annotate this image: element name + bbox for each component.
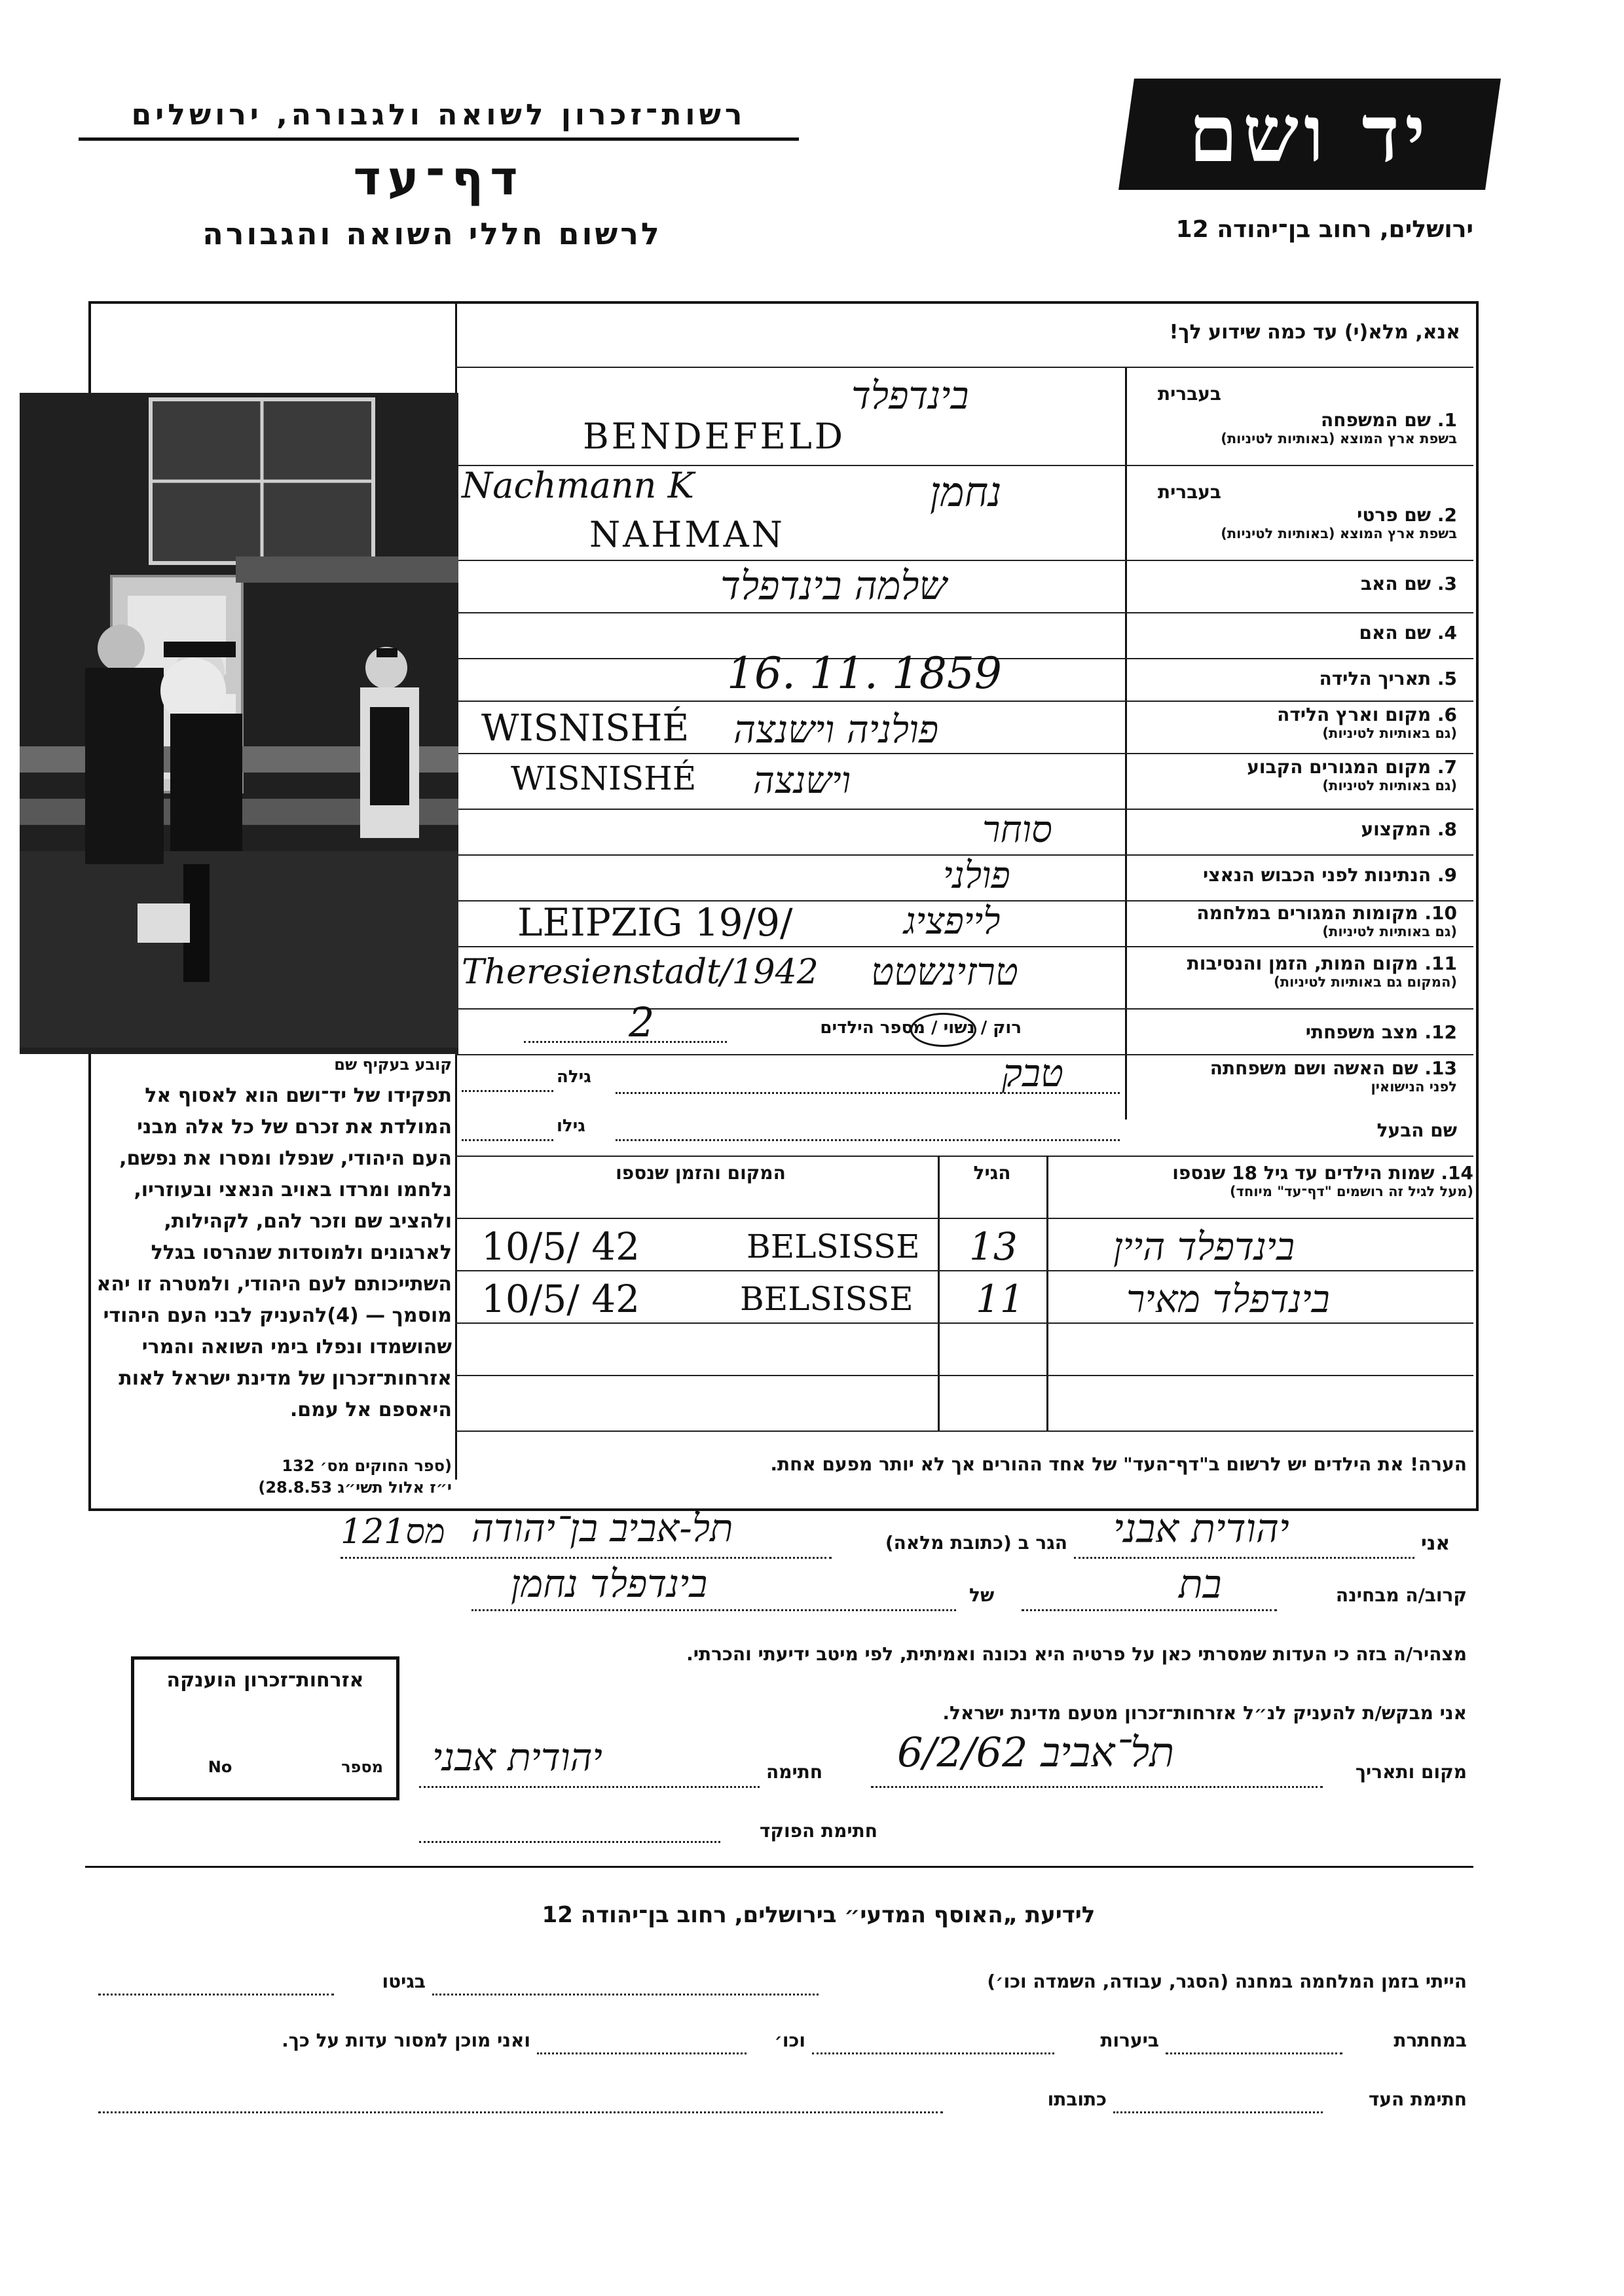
field-text: המקצוע (1361, 818, 1431, 840)
row-line (455, 1008, 1473, 1010)
witness-resides-label: הגר ב (כתובת מלאה) (885, 1532, 1067, 1554)
field-text: שם האם (1359, 622, 1431, 644)
field-label-surname (1221, 409, 1457, 446)
field-num: 2. (1437, 504, 1457, 526)
field-num: 11. (1424, 953, 1457, 974)
row-line (455, 809, 1473, 810)
child-2-age[interactable]: 11 (976, 1277, 1024, 1321)
answer-birthdate[interactable]: 16. 11. 1859 (727, 648, 1002, 699)
field-label-profession (1361, 818, 1457, 840)
yad-vashem-logo (1118, 79, 1501, 190)
field-label-residence (1247, 756, 1457, 793)
marital-options: רוק / נשוי / מספר הילדים (820, 1018, 1022, 1038)
child-1-place[interactable]: BELSISSE (747, 1228, 920, 1266)
field-label-wartime (1196, 902, 1457, 939)
children-col-divider (1046, 1156, 1048, 1430)
field-sub: בשפת ארץ המוצא (באותיות לטיניות) (1221, 431, 1457, 446)
field-num: 7. (1437, 756, 1457, 778)
answer-birthplace-hebrew[interactable]: פולניה וישנצה (733, 707, 939, 752)
stamp-box-number (147, 1758, 383, 1776)
children-row-line (455, 1270, 1473, 1271)
of-name[interactable]: בינדפלד נחמן (511, 1561, 708, 1606)
child-1-age[interactable]: 13 (969, 1224, 1018, 1269)
relation-label: קרוב/ה מבחינה (1335, 1584, 1467, 1606)
children-label-text: 14. שמות הילדים עד גיל 18 שנספו (1172, 1162, 1473, 1184)
field-text: שם האשה ושם משפחתה (1209, 1057, 1418, 1079)
footer-witness-signature-line (1113, 2111, 1323, 2113)
footer-address-line (98, 2111, 943, 2113)
footer-top-rule (85, 1866, 1473, 1868)
stamp-number-label: מספר (341, 1758, 383, 1776)
row-line (455, 612, 1473, 613)
field-label-wife (1210, 1057, 1457, 1095)
answer-residence-latin[interactable]: WISNISHÉ (511, 759, 697, 797)
footer-etc-label: וכו׳ (774, 2030, 805, 2051)
footer-ghetto-label: בגיטו (382, 1971, 426, 1992)
signature-label: חתימה (766, 1761, 823, 1783)
field-text: הנתינות לפני הכבוש הנאצי (1203, 864, 1431, 886)
row-line (455, 701, 1473, 702)
husband-line (616, 1139, 1120, 1141)
hebrew-side-label: בעברית (1157, 481, 1221, 503)
child-2-date[interactable]: 10/5/ 42 (481, 1277, 640, 1321)
hebrew-side-label: בעברית (1157, 383, 1221, 405)
field-text: תאריך הלידה (1319, 668, 1431, 689)
header-address: ירושלים, רחוב בן־יהודה 12 (1175, 216, 1473, 243)
form-title: דף־עד (353, 151, 525, 206)
answer-firstname-hebrew[interactable]: נחמן (930, 468, 1002, 516)
answer-profession[interactable]: סוחר (982, 809, 1052, 851)
field-sub: (גם באותיות לטיניות) (1322, 924, 1457, 939)
field-text: שם פרטי (1357, 504, 1431, 526)
field-num: 3. (1437, 573, 1457, 594)
field-sub: (גם באותיות לטיניות) (1322, 778, 1457, 793)
child-1-date[interactable]: 10/5/ 42 (481, 1224, 640, 1269)
signature-line (419, 1786, 760, 1788)
place-date-value[interactable]: תל־אביב 6/2/62 (897, 1728, 1175, 1776)
children-count-line (524, 1041, 727, 1043)
official-signature-label: חתימת הפוקד (759, 1820, 877, 1842)
witness-i-label: אני (1421, 1532, 1450, 1555)
field-text: שם האב (1360, 573, 1431, 594)
row-line (455, 367, 1473, 368)
footer-title: לידיעת „האוסף המדעי״ בירושלים, רחוב בן־יהודה 12 (542, 1902, 1096, 1928)
field-text: מקום וארץ הלידה (1277, 704, 1431, 725)
field-num: 4. (1437, 622, 1457, 644)
field-sub: לפני הנישואין (1371, 1079, 1457, 1095)
field-num: 13. (1424, 1057, 1457, 1079)
row-line (455, 1156, 1473, 1157)
label-column-divider (1125, 367, 1127, 1120)
age-line-2 (462, 1139, 553, 1141)
answer-wartime-hebrew[interactable]: לייפציג (904, 900, 1001, 943)
field-num: 8. (1437, 818, 1457, 840)
field-num: 12. (1424, 1021, 1457, 1043)
children-row-line (455, 1375, 1473, 1376)
footer-line2-end: ואני מוכן למסור עדות על כך. (282, 2030, 530, 2051)
footer-line1: הייתי בזמן המלחמה במחנה (הסגר, עבודה, השמדה וכו׳) (987, 1971, 1467, 1992)
wife-line (616, 1092, 1120, 1094)
field-label-birthplace (1277, 704, 1457, 741)
footer-camp-line (432, 1994, 819, 1995)
answer-citizenship[interactable]: פולני (943, 854, 1010, 897)
answer-surname-hebrew[interactable]: בינדפלד (851, 373, 969, 418)
field-label-father (1361, 573, 1457, 594)
org-line: רשות־זכרון לשואה ולגבורה, ירושלים (131, 98, 747, 132)
row-line (455, 560, 1473, 561)
law-reference: (ספר החוקים מס׳ 132 (282, 1457, 452, 1475)
stamp-box-title: אזרחות־זכרון הוענקה (166, 1669, 364, 1692)
header-rule (79, 137, 799, 141)
footer-etc-line (537, 2052, 747, 2054)
age-line (462, 1090, 553, 1092)
footer-forests-label: ביערות (1100, 2030, 1159, 2051)
children-note: הערה! את הילדים יש לרשום ב"דף־העד" של אחד ההורים אך לא יותר מפעם אחת. (770, 1453, 1467, 1475)
age-label-2: גילו (557, 1116, 585, 1136)
witness-name[interactable]: יהודית אבני (1113, 1506, 1289, 1552)
photo-drawing (20, 393, 458, 1054)
place-date-label: מקום ותאריך (1355, 1761, 1467, 1783)
age-label: גילה (557, 1067, 591, 1087)
footer-address-label: כתובתו (1047, 2088, 1107, 2110)
child-2-name[interactable]: בינדפלד מאיר (1126, 1277, 1330, 1321)
law-date: י״ז אלול תשי״ג 28.8.53) (258, 1478, 452, 1497)
child-1-name[interactable]: בינדפלד היין (1113, 1224, 1295, 1269)
row-line (455, 946, 1473, 947)
relation-value[interactable]: בת (1179, 1561, 1222, 1607)
field-label-citizenship (1203, 864, 1457, 886)
field-num: 5. (1437, 668, 1457, 689)
children-row-line (455, 1430, 1473, 1432)
children-row-line (455, 1218, 1473, 1219)
relation-line (1022, 1609, 1277, 1611)
form-subtitle: לרשום חללי השואה והגבורה (202, 216, 662, 251)
witness-address[interactable]: תל-אביב בן־יהודה (471, 1506, 733, 1550)
field-num: 1. (1437, 409, 1457, 431)
row-line (455, 1054, 1473, 1055)
field-label-firstname (1221, 504, 1457, 541)
field-label-death (1187, 953, 1457, 990)
col-age-header: הגיל (973, 1162, 1011, 1184)
field-num: 6. (1437, 704, 1457, 725)
field-label-birthdate (1319, 668, 1457, 689)
children-col-divider (938, 1156, 940, 1430)
footer-forests-line (812, 2052, 1054, 2054)
field-text: מקומות המגורים במלחמה (1196, 902, 1418, 924)
answer-wartime-latin[interactable]: LEIPZIG 19/9/ (517, 900, 793, 945)
of-label: של (969, 1584, 995, 1606)
answer-death-hebrew[interactable]: טרזינשטט (871, 949, 1018, 994)
field-label-mother (1359, 622, 1457, 644)
witness-address-number[interactable]: 121מס (341, 1512, 445, 1552)
field-label-husband: שם הבעל (1376, 1120, 1457, 1141)
field-sub: בשפת ארץ המוצא (באותיות לטיניות) (1221, 526, 1457, 541)
witness-address-line (341, 1557, 832, 1559)
children-row-line (455, 1322, 1473, 1324)
footer-ghetto-line (98, 1994, 334, 1995)
citizenship-stamp-box (131, 1656, 399, 1800)
field-num: 9. (1437, 864, 1457, 886)
field-num: 10. (1424, 902, 1457, 924)
field-text: מקום המגורים הקבוע (1247, 756, 1431, 778)
answer-firstname-latin[interactable]: NAHMAN (589, 514, 785, 555)
photo-caption: קובע בעקיף שם (334, 1055, 452, 1074)
official-sig-line (419, 1841, 720, 1843)
answer-birthplace-latin[interactable]: WISNISHÉ (481, 707, 690, 750)
left-panel-text: תפקידו של יד־ושם הוא לאסוף אל המולדת את זכרם של כל אלה מבני העם היהודי, שנפלו ומסרו את נפשם, נלחמו ומרדו באויב הנאצי ובעוזריו, ולהציב שם וזכר להם, לקהילות, לארגונים ולמוסדות שנהרסו בגלל השתייכותם לעם היהודי, ולמטרה זו יהא מוסמך — (4)להעניק לבני העם היהודי שהושמדו ונפלו בימי השואה והמרי אזרחות־זכרון של מדינת ישראל לאות היאספם אל עמם. (96, 1084, 452, 1421)
answer-death-latin[interactable]: Theresienstadt/1942 (462, 953, 819, 992)
intro-text: אנא, מלא(י) עד כמה שידוע לך! (1169, 321, 1460, 344)
col-place-header: המקום והזמן שנספו (616, 1162, 786, 1184)
children-section-label (1054, 1162, 1473, 1199)
answer-children-count[interactable]: 2 (629, 998, 655, 1046)
row-line (455, 753, 1473, 754)
signature-value[interactable]: יהודית אבני (432, 1735, 602, 1779)
answer-father[interactable]: שלמה בינדפלד (720, 563, 947, 609)
of-name-line (471, 1609, 956, 1611)
witness-request: אני מבקש/ת להעניק לנ״ל אזרחות־זכרון מטעם מדינת ישראל. (942, 1702, 1467, 1724)
logo-text: יד ושם (1189, 88, 1431, 180)
children-label-sub: (מעל לגיל זה רושמים "דף־עד" מיוחד) (1229, 1184, 1473, 1199)
answer-wife[interactable]: טבק (1002, 1051, 1064, 1095)
child-2-place[interactable]: BELSISSE (740, 1280, 913, 1318)
field-sub: (גם באותיות לטיניות) (1322, 725, 1457, 741)
place-date-line (871, 1786, 1323, 1788)
field-text: שם המשפחה (1321, 409, 1431, 431)
stamp-no-label: No (208, 1758, 232, 1776)
witness-name-line (1074, 1557, 1414, 1559)
field-text: מקום המות, הזמן והנסיבות (1187, 953, 1418, 974)
answer-residence-hebrew[interactable]: וישנצה (753, 759, 851, 802)
footer-witness-signature-label: חתימת העד (1368, 2088, 1467, 2110)
answer-firstname-extra[interactable]: Nachmann K (462, 465, 694, 506)
field-label-marital (1306, 1021, 1457, 1043)
married-circle (910, 1013, 976, 1047)
footer-underground-line (1166, 2052, 1342, 2054)
footer-underground-label: במחתרת (1393, 2030, 1467, 2051)
field-text: מצב משפחתי (1305, 1021, 1418, 1043)
family-photo (20, 393, 458, 1054)
field-sub: (המקום גם באותיות לטיניות) (1274, 974, 1457, 990)
witness-declaration: מצהיר/ה בזה כי העדות שמסרתי כאן על פרטיה היא נכונה ואמיתית, לפי מיטב ידיעתי והכרתי. (686, 1643, 1467, 1665)
answer-surname-latin[interactable]: BENDEFELD (583, 416, 846, 457)
